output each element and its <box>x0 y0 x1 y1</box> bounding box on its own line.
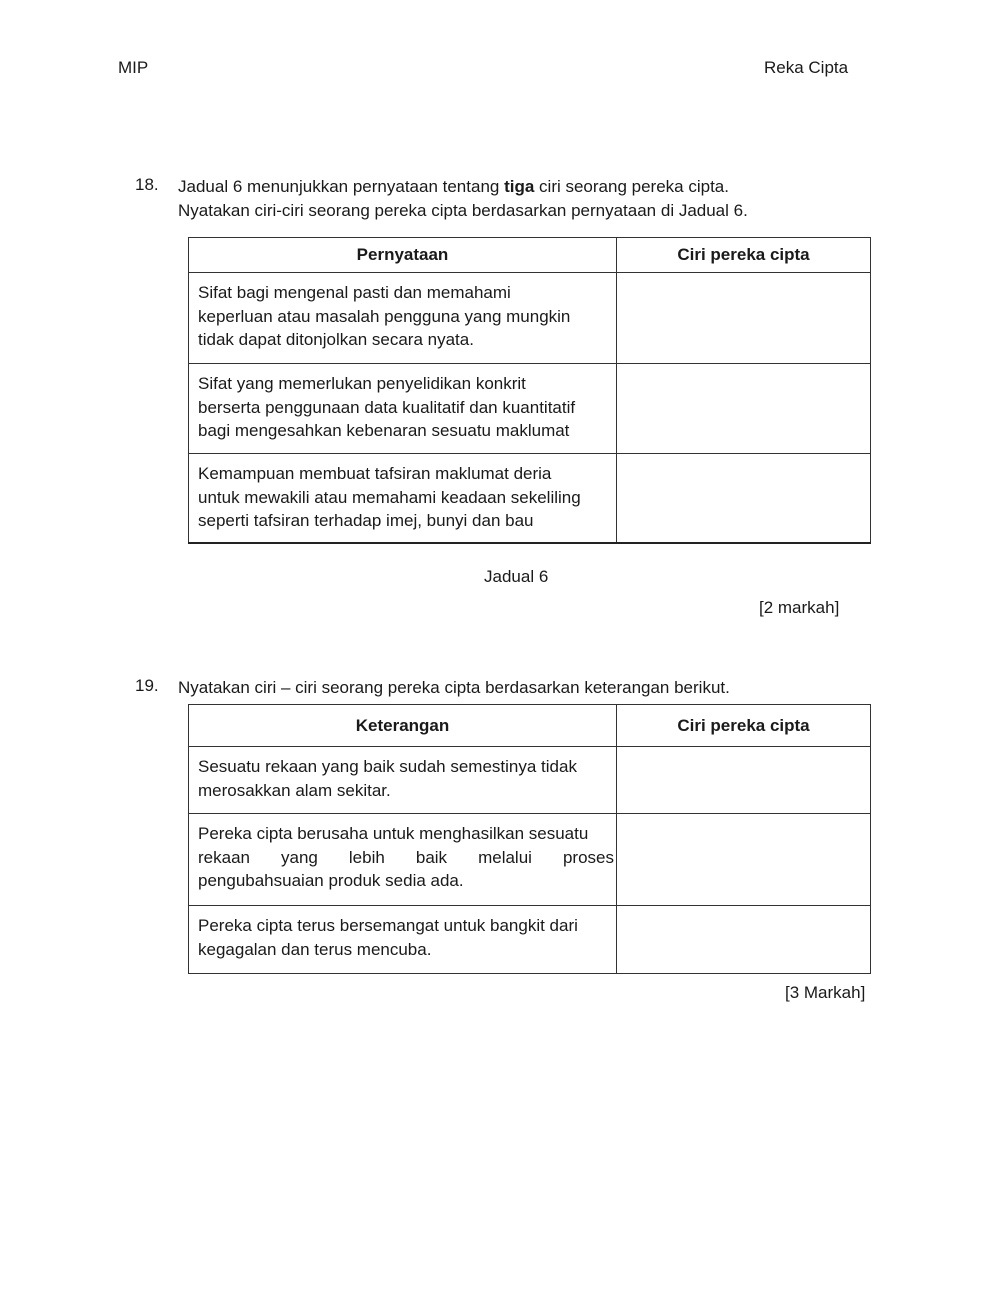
table-19-header-row <box>189 705 871 747</box>
description-line: rekaan yang lebih baik melalui proses <box>198 847 614 867</box>
statement-line: Sifat yang memerlukan penyelidikan konkrit <box>198 374 526 393</box>
statement-line: tidak dapat ditonjolkan secara nyata. <box>198 330 474 349</box>
description-line: Sesuatu rekaan yang baik sudah semestinya tidak <box>198 757 577 776</box>
statement-cell <box>189 454 617 544</box>
table-6-header-row <box>189 238 871 273</box>
description-line: Pereka cipta berusaha untuk menghasilkan sesuatu <box>198 824 589 843</box>
question-18-number: 18. <box>135 175 159 194</box>
table-row <box>189 454 871 544</box>
answer-cell[interactable] <box>617 273 871 364</box>
statement-line: berserta penggunaan data kualitatif dan kuantitatif <box>198 397 576 417</box>
description-line: pengubahsuaian produk sedia ada. <box>198 871 464 890</box>
table-row <box>189 747 871 814</box>
statement-line: Kemampuan membuat tafsiran maklumat deria <box>198 464 552 483</box>
description-cell <box>189 814 617 906</box>
table-6-header-statement: Pernyataan <box>189 238 617 273</box>
question-19-text: Nyatakan ciri – ciri seorang pereka cipta berdasarkan keterangan berikut. <box>178 678 730 697</box>
answer-cell[interactable] <box>617 364 871 454</box>
question-18-line-1 <box>178 175 748 199</box>
table-6 <box>188 237 871 544</box>
question-19-number: 19. <box>135 676 159 695</box>
answer-cell[interactable] <box>617 814 871 906</box>
question-18-bold-word: tiga <box>504 177 535 196</box>
statement-line: bagi mengesahkan kebenaran sesuatu maklumat <box>198 421 570 440</box>
table-row <box>189 273 871 364</box>
statement-line: seperti tafsiran terhadap imej, bunyi dan bau <box>198 511 534 530</box>
question-18-line-2: Nyatakan ciri-ciri seorang pereka cipta berdasarkan pernyataan di Jadual 6. <box>178 201 748 220</box>
table-row <box>189 814 871 906</box>
question-18-line-1-post: ciri seorang pereka cipta. <box>534 177 729 196</box>
table-6-header-characteristic: Ciri pereka cipta <box>617 238 871 273</box>
table-19 <box>188 704 871 974</box>
table-row <box>189 364 871 454</box>
statement-cell <box>189 364 617 454</box>
statement-line: keperluan atau masalah pengguna yang mungkin <box>198 306 571 326</box>
header-topic: Reka Cipta <box>764 58 849 77</box>
description-cell <box>189 747 617 814</box>
answer-cell[interactable] <box>617 906 871 974</box>
description-line: kegagalan dan terus mencuba. <box>198 939 432 959</box>
question-19-marks: [3 Markah] <box>785 983 866 1002</box>
table-6-caption: Jadual 6 <box>484 567 549 586</box>
question-18-text <box>178 175 748 223</box>
table-19-header-characteristic: Ciri pereka cipta <box>617 705 871 747</box>
description-line: merosakkan alam sekitar. <box>198 780 391 800</box>
question-18-line-1-pre: Jadual 6 menunjukkan pernyataan tentang <box>178 177 505 196</box>
statement-cell <box>189 273 617 364</box>
description-cell <box>189 906 617 974</box>
statement-line: untuk mewakili atau memahami keadaan sekeliling <box>198 487 581 507</box>
header-subject-code: MIP <box>118 58 149 77</box>
description-line: Pereka cipta terus bersemangat untuk bangkit dari <box>198 916 578 935</box>
answer-cell[interactable] <box>617 454 871 544</box>
answer-cell[interactable] <box>617 747 871 814</box>
table-19-header-description: Keterangan <box>189 705 617 747</box>
statement-line: Sifat bagi mengenal pasti dan memahami <box>198 283 511 302</box>
table-row <box>189 906 871 974</box>
question-18-marks: [2 markah] <box>759 598 840 617</box>
